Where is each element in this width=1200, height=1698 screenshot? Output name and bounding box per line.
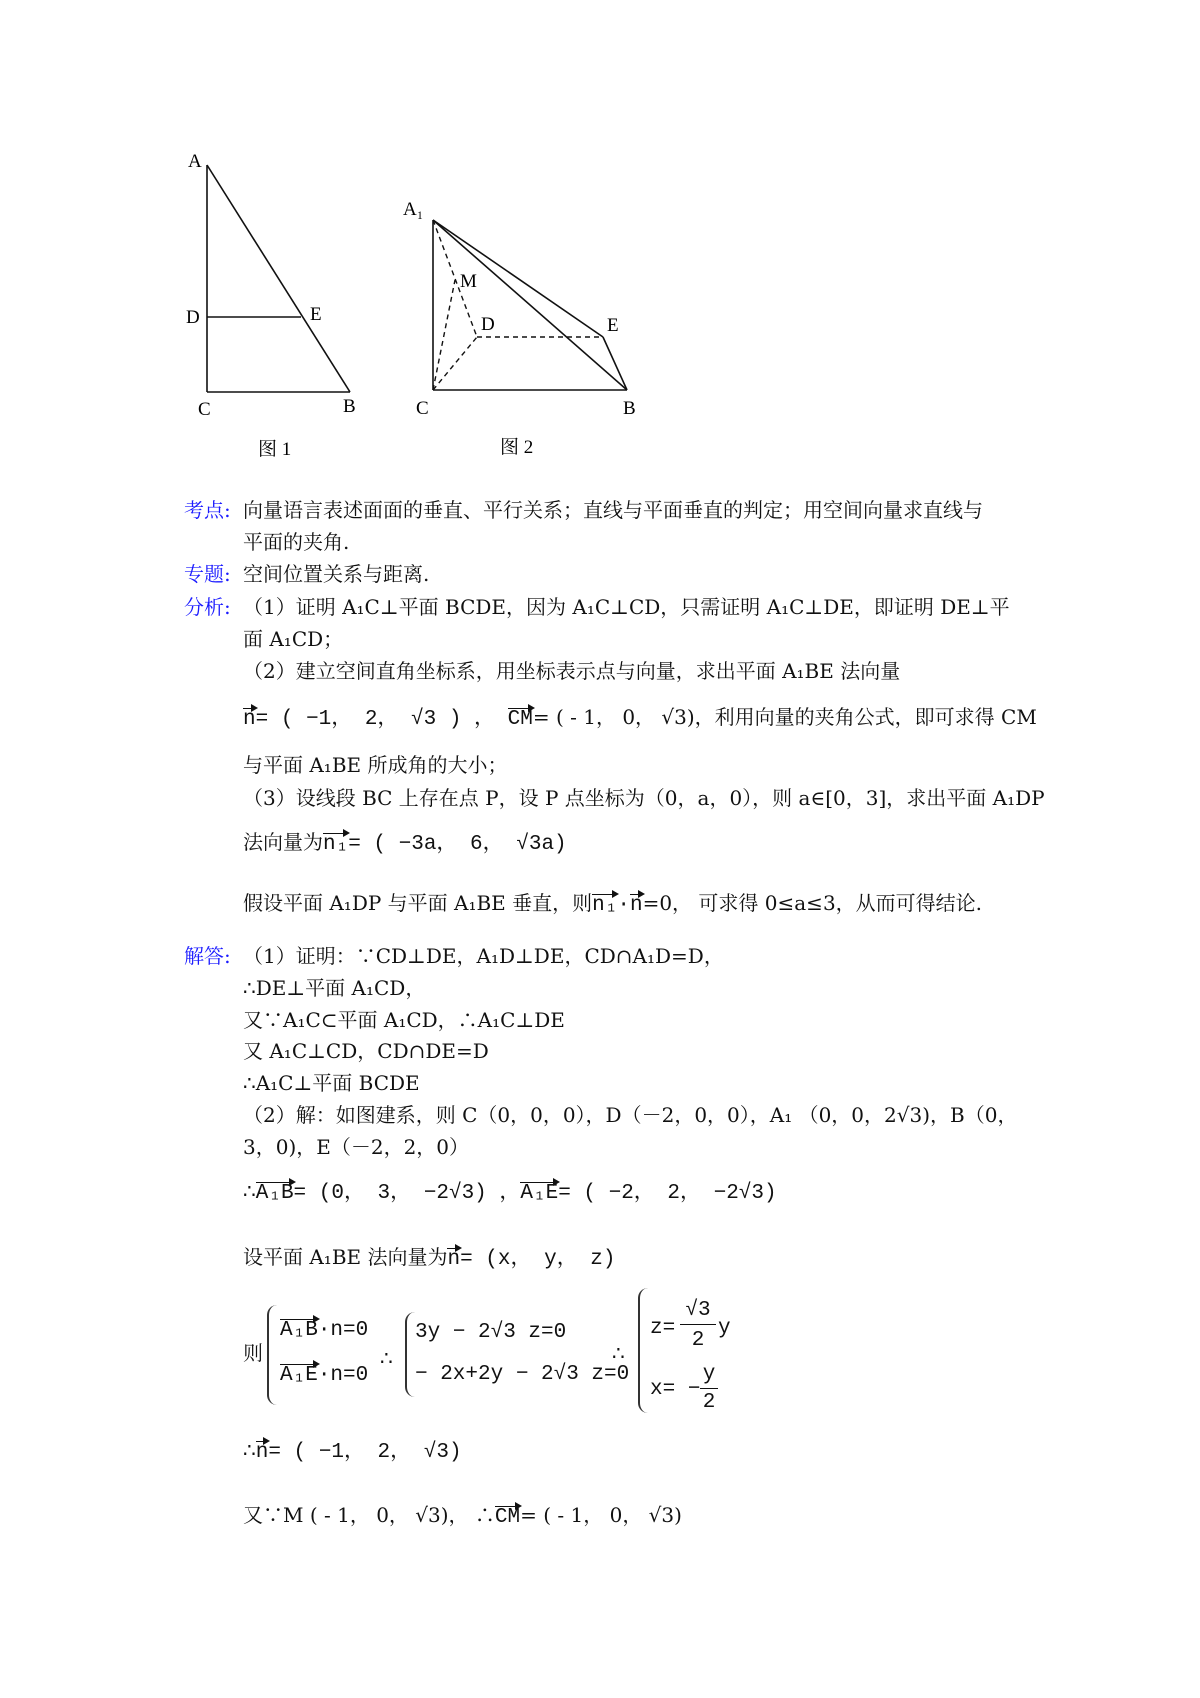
zhuanti-label: 专题: <box>184 562 231 586</box>
vector-n1: n₁ <box>323 833 349 856</box>
vector-n: n <box>629 894 643 917</box>
frac-denominator: 2 <box>702 1391 716 1414</box>
vector-n-value: = (x， y， z) <box>460 1248 616 1271</box>
vector-n-value: = ( −1， 2， √3 ) ， <box>255 708 508 731</box>
frac-denominator: 2 <box>691 1329 705 1352</box>
frac-numerator: y <box>700 1362 718 1389</box>
fig1-label-a: A <box>188 151 202 172</box>
vector-n: n <box>243 708 256 731</box>
fig2-label-m: M <box>460 271 477 292</box>
figure-2 <box>390 140 660 470</box>
point-m-text: 又∵M ( - 1， 0， √3)， ∴ <box>243 1503 495 1527</box>
fig2-label-d: D <box>481 314 495 335</box>
fenxi-line-7 <box>243 829 567 858</box>
jieda-line-5: ∴A₁C⊥平面 BCDE <box>243 1071 420 1095</box>
jieda-line-3: 又∵A₁C⊂平面 A₁CD，∴A₁C⊥DE <box>243 1008 565 1032</box>
vector-a1b: A₁B <box>280 1319 318 1342</box>
vector-cm: CM <box>507 708 533 731</box>
fig1-label-d: D <box>186 307 200 328</box>
vector-a1e-value: = ( −2， 2， −2√3) <box>558 1182 777 1205</box>
jieda-line-n <box>243 1437 462 1466</box>
fenxi-label: 分析: <box>184 595 231 619</box>
vector-a1e: A₁E <box>520 1182 559 1205</box>
y-variable: y <box>718 1317 731 1340</box>
eq-rhs: ·n=0 <box>317 1319 369 1342</box>
therefore-symbol: ∴ <box>380 1346 393 1370</box>
jieda-line-4: 又 A₁C⊥CD，CD∩DE=D <box>243 1039 489 1063</box>
jieda-line-1: （1）证明：∵CD⊥DE，A₁D⊥DE，CD∩A₁D=D， <box>243 944 724 968</box>
eq-1: 3y − 2√3 z=0 <box>415 1321 567 1344</box>
fenxi-line-8: 假设平面 A₁DP 与平面 A₁BE 垂直，则n₁·n=0， 可求得 0≤a≤3，从而可得结论. <box>243 891 983 917</box>
vector-a1b-value: = (0， 3， −2√3) ， <box>293 1182 521 1205</box>
kaodian-text-2: 平面的夹角. <box>243 530 350 554</box>
fig2-caption: 图 2 <box>500 437 534 458</box>
vector-n1-value: = ( −3a， 6， √3a) <box>348 833 567 856</box>
fig2-label-b: B <box>623 398 636 419</box>
z-equals: z= <box>650 1317 676 1340</box>
eq-2: − 2x+2y − 2√3 z=0 <box>415 1363 630 1386</box>
jieda-line-cm <box>243 1502 682 1531</box>
fig1-label-e: E <box>310 304 322 325</box>
fig1-caption: 图 1 <box>258 439 292 460</box>
vector-n: n <box>255 1441 269 1464</box>
vector-n: n <box>447 1248 461 1271</box>
kaodian-label: 考点: <box>184 498 231 522</box>
fenxi-line-6: （3）设线段 BC 上存在点 P，设 P 点坐标为（0，a，0），则 a∈[0，3]，求出平面 A₁DP <box>243 786 1045 810</box>
normal-vector-label: 法向量为 <box>243 830 323 854</box>
eq-a1e-dot-n <box>280 1363 368 1389</box>
kaodian-text-1: 向量语言表述面面的垂直、平行关系；直线与平面垂直的判定；用空间向量求直线与 <box>243 498 983 522</box>
fig2-label-a1: A₁ <box>403 199 424 220</box>
assumption-text: 假设平面 A₁DP 与平面 A₁BE 垂直，则 <box>243 891 593 915</box>
therefore-symbol: ∴ <box>243 1179 256 1203</box>
fenxi-line-4 <box>243 704 1037 733</box>
jieda-line-6: （2）解：如图建系，则 C（0，0，0），D（－2，0，0），A₁ （0，0，2√3)，B（0， <box>243 1103 1018 1127</box>
jieda-line-8 <box>243 1178 777 1207</box>
x-equals: x= − <box>650 1378 701 1401</box>
jieda-line-7: 3，0)，E（－2，2，0） <box>243 1135 470 1159</box>
frac-numerator: √3 <box>680 1298 716 1325</box>
zhuanti-text: 空间位置关系与距离. <box>243 562 430 586</box>
normal-vector-label: 设平面 A₁BE 法向量为 <box>243 1245 448 1269</box>
vector-cm: CM <box>494 1506 521 1529</box>
then-text: 则 <box>243 1341 263 1365</box>
jieda-label: 解答: <box>184 944 231 968</box>
fenxi-line-5: 与平面 A₁BE 所成角的大小； <box>243 753 508 777</box>
fig2-label-c: C <box>416 398 429 419</box>
vector-a1e: A₁E <box>280 1364 318 1387</box>
vector-cm-value: = ( - 1， 0， √3)，利用向量的夹角公式，即可求得 CM <box>532 705 1037 729</box>
conclusion-text: =0， 可求得 0≤a≤3，从而可得结论. <box>642 891 983 915</box>
fig1-label-c: C <box>198 399 211 420</box>
fenxi-line-1: （1）证明 A₁C⊥平面 BCDE，因为 A₁C⊥CD，只需证明 A₁C⊥DE，即证明 DE⊥平 <box>243 595 1010 619</box>
jieda-line-2: ∴DE⊥平面 A₁CD， <box>243 976 426 1000</box>
fenxi-line-2: 面 A₁CD； <box>243 627 344 651</box>
therefore-symbol: ∴ <box>243 1438 256 1462</box>
vector-cm-value: = ( - 1， 0， √3) <box>520 1503 682 1527</box>
eq-a1b-dot-n <box>280 1318 368 1344</box>
fig2-label-e: E <box>607 315 619 336</box>
therefore-symbol: ∴ <box>612 1341 625 1365</box>
fig1-label-b: B <box>343 396 356 417</box>
jieda-line-9 <box>243 1244 616 1273</box>
eq-rhs: ·n=0 <box>317 1364 369 1387</box>
vector-n1: n₁ <box>592 894 618 917</box>
vector-a1b: A₁B <box>255 1182 294 1205</box>
vector-n-value: = ( −1， 2， √3) <box>268 1441 462 1464</box>
figure-1 <box>170 140 390 470</box>
fenxi-line-3: （2）建立空间直角坐标系，用坐标表示点与向量，求出平面 A₁BE 法向量 <box>243 659 901 683</box>
